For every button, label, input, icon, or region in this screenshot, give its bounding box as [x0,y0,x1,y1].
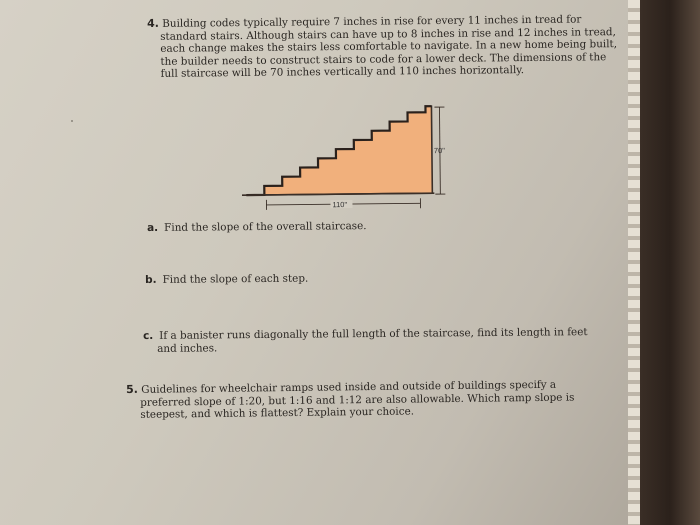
problem-5-line-1: Guidelines for wheelchair ramps used inside and outside of buildings specify a [141,378,557,396]
paper-speck [71,120,73,122]
part-a [147,220,367,235]
part-b-text: Find the slope of each step. [162,272,309,286]
problem-5 [126,379,575,422]
problem-4-line-1: Building codes typically require 7 inches in rise for every 11 inches in tread for [162,13,582,30]
problem-4-line-5: full staircase will be 70 inches vertically and 110 inches horizontally. [160,64,525,81]
staircase-shape [245,106,432,195]
background-surface [640,0,700,525]
problem-4-line-4: the builder needs to construct stairs to code for a lower deck. The dimensions of the [160,50,607,68]
part-a-text: Find the slope of the overall staircase. [164,220,367,234]
part-c-line-2: and inches. [157,341,218,355]
page-stack-edge [628,0,640,525]
problem-5-line-3: steepest, and which is flattest? Explain your choice. [140,405,415,422]
staircase-figure [242,100,462,220]
part-c [143,326,588,355]
part-b-label: b. [145,273,157,286]
problem-4-number: 4. [146,16,159,30]
problem-4-line-2: standard stairs. Although stairs can have up to 8 inches in rise and 12 inches in tread, [160,25,616,43]
part-c-line-1: If a banister runs diagonally the full length of the staircase, find its length in feet [159,326,588,342]
width-label: 110" [332,200,348,210]
problem-4-line-3: each change makes the stairs less comfortable to navigate. In a new home being built, [160,38,618,56]
part-c-label: c. [143,329,154,342]
part-b [145,273,308,287]
part-a-label: a. [147,221,159,234]
height-label: 70" [433,146,445,156]
problem-5-number: 5. [125,382,138,396]
problem-5-line-2: preferred slope of 1:20, but 1:16 and 1:12 are also allowable. Which ramp slope is [140,391,575,409]
problem-4 [147,13,617,81]
